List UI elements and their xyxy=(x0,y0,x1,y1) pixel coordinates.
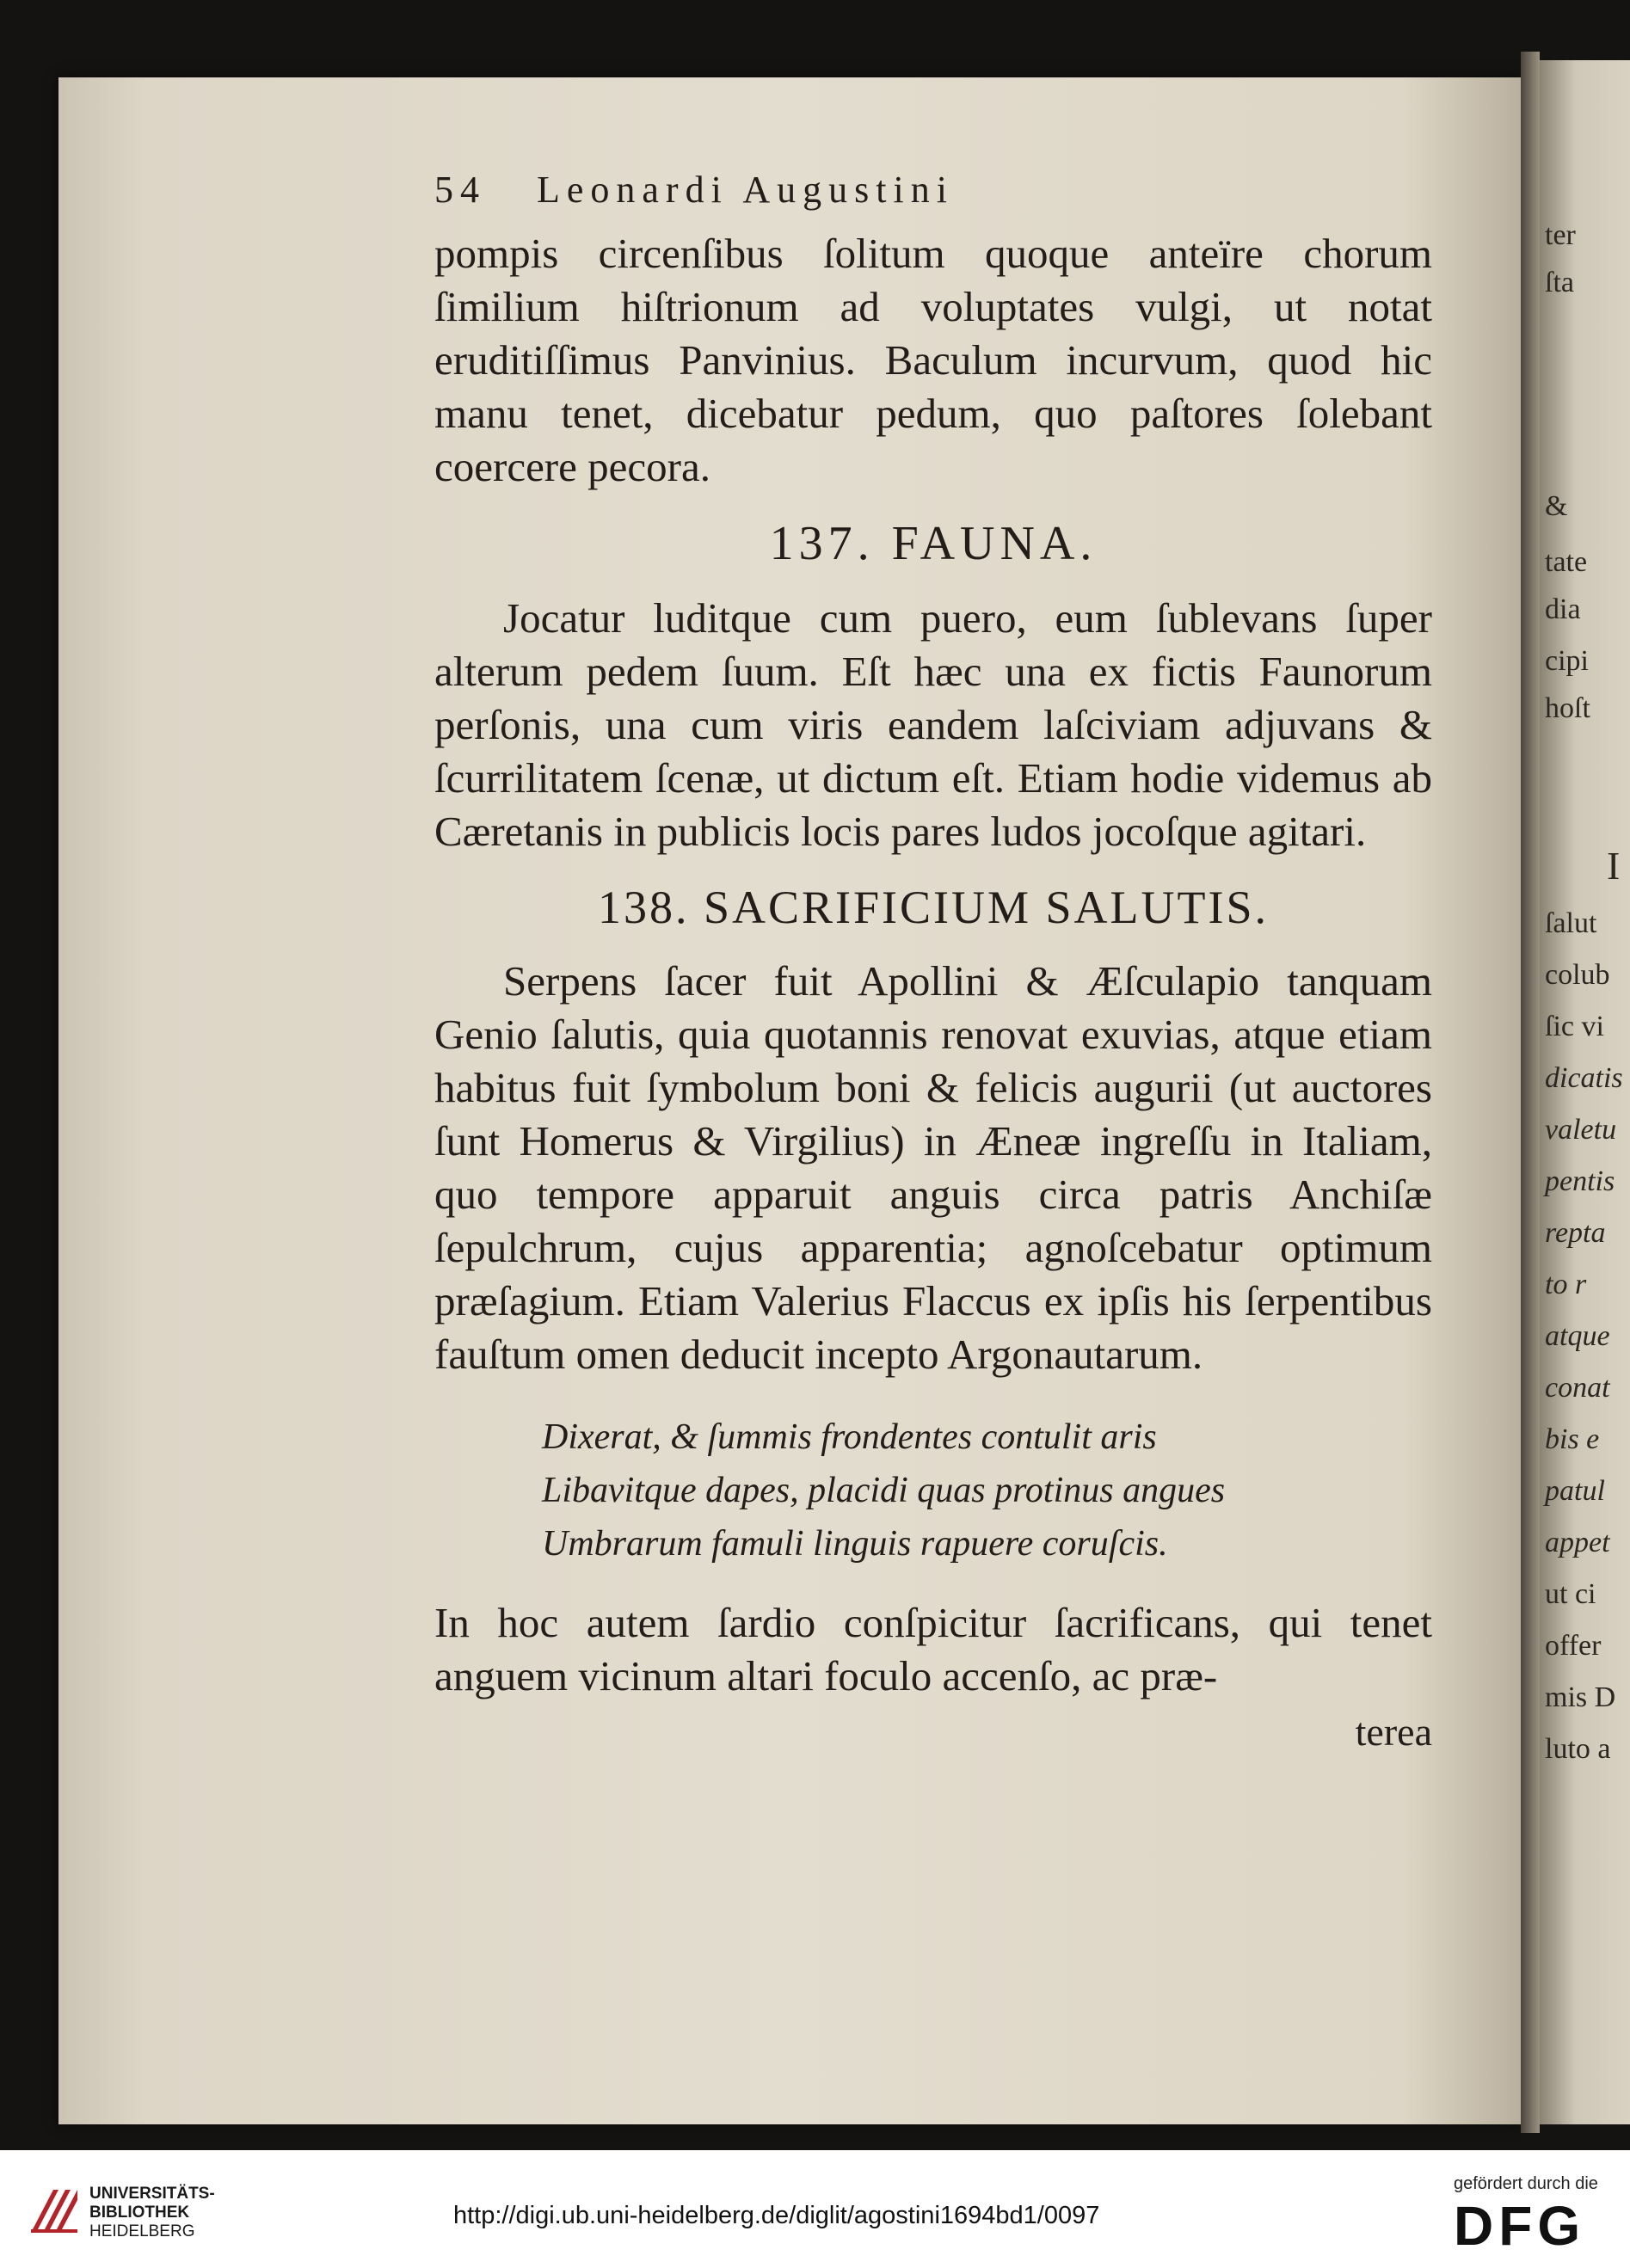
paragraph-4: In hoc autem ſardio conſpicitur ſacrificans, qui tenet anguem vicinum altari foculo accenſo, ac præ- xyxy=(434,1599,1432,1699)
funding-caption: gefördert durch die xyxy=(1454,2174,1598,2193)
catchword: terea xyxy=(1355,1710,1432,1754)
book-gutter xyxy=(1521,52,1540,2133)
institution-line: UNIVERSITÄTS- xyxy=(89,2185,215,2203)
viewer-footer xyxy=(0,2150,1630,2268)
facing-page-fragment: ſta xyxy=(1545,267,1574,298)
institution-line: HEIDELBERG xyxy=(89,2222,195,2240)
verse-line: Dixerat, & ſummis frondentes contulit aris xyxy=(542,1417,1157,1457)
facing-page-fragment: valetu xyxy=(1545,1114,1617,1146)
facing-page-fragment: ſalut xyxy=(1545,907,1597,939)
dfg-logo: DFG xyxy=(1454,2195,1586,2257)
paragraph-3: Serpens ſacer fuit Apollini & Æſculapio tanquam Genio ſalutis, quia quotannis renovat exuvias, atque etiam habitus fuit ſymbolum boni & felicis augurii (ut auctores ſunt Homerus & Virgilius) in Æneæ ingreſſu in Italiam, quo tempore apparuit anguis circa patris Anchiſæ ſepulchrum, cujus apparentia; agnoſcebatur optimum præſagium. Etiam Valerius Flaccus ex ipſis his ſerpentibus fauſtum omen deducit incepto Argonautarum. xyxy=(434,957,1432,1378)
facing-page-fragment: & xyxy=(1545,490,1568,522)
running-head-title: Leonardi Augustini xyxy=(537,169,954,211)
institution-line: BIBLIOTHEK xyxy=(89,2203,190,2222)
facing-page-fragment: dia xyxy=(1545,593,1581,625)
paragraph-2: Jocatur luditque cum puero, eum ſublevans ſuper alterum pedem ſuum. Eſt hæc una ex fictis Faunorum perſonis, una cum viris eandem laſciviam adjuvans & ſcurrilitatem ſcenæ, ut dictum eſt. Etiam hodie videmus ab Cæretanis in publicis locis pares ludos jocoſque agitari. xyxy=(434,594,1432,855)
verse-line: Libavitque dapes, placidi quas protinus angues xyxy=(542,1471,1226,1510)
facing-page-fragment: I xyxy=(1607,844,1621,888)
paragraph-1: pompis circenſibus ſolitum quoque anteïre chorum ſimilium hiſtrionum ad voluptates vulgi, ut notat eruditiſſimus Panvinius. Baculum incurvum, quod hic manu tenet, dicebatur pedum, quo paſtores ſolebant coercere pecora. xyxy=(434,230,1432,490)
facing-page-fragment: ter xyxy=(1545,219,1576,251)
facing-page-fragment: cipi xyxy=(1545,645,1589,677)
facing-page-fragment: ſic vi xyxy=(1545,1011,1604,1042)
facing-page-fragment: dicatis xyxy=(1545,1062,1623,1094)
institution-name xyxy=(89,2185,215,2241)
facing-page-edge xyxy=(1540,60,1630,2124)
verse-line: Umbrarum famuli linguis rapuere coruſcis. xyxy=(542,1524,1168,1564)
facing-page-fragment: to r xyxy=(1545,1269,1587,1300)
facing-page-fragment: atque xyxy=(1545,1320,1610,1352)
facing-page-fragment: patul xyxy=(1545,1475,1605,1507)
section-title-sacrificium: 138. SACRIFICIUM SALUTIS. xyxy=(597,882,1270,933)
section-title-fauna: 137. FAUNA. xyxy=(769,517,1098,570)
facing-page-fragment: ut ci xyxy=(1545,1578,1596,1610)
facing-page-fragment: tate xyxy=(1545,546,1588,578)
facing-page-fragment: conat xyxy=(1545,1372,1610,1404)
page-text xyxy=(434,168,1432,1758)
page-number: 54 xyxy=(434,169,486,211)
verse-quotation xyxy=(542,1411,1432,1570)
facing-page-fragment: pentis xyxy=(1545,1165,1615,1197)
facing-page-fragment: mis D xyxy=(1545,1681,1616,1713)
facing-page-fragment: repta xyxy=(1545,1217,1606,1249)
running-header xyxy=(434,168,1432,212)
facing-page-fragment: appet xyxy=(1545,1527,1610,1558)
facing-page-fragment: offer xyxy=(1545,1630,1602,1662)
university-library-logo-icon xyxy=(28,2183,81,2236)
permalink-url[interactable]: http://digi.ub.uni-heidelberg.de/diglit/agostini1694bd1/0097 xyxy=(453,2202,1100,2229)
facing-page-fragment: luto a xyxy=(1545,1733,1611,1765)
facing-page-fragment: bis e xyxy=(1545,1423,1600,1455)
facing-page-fragment: hoſt xyxy=(1545,692,1590,724)
facing-page-fragment: colub xyxy=(1545,959,1610,991)
